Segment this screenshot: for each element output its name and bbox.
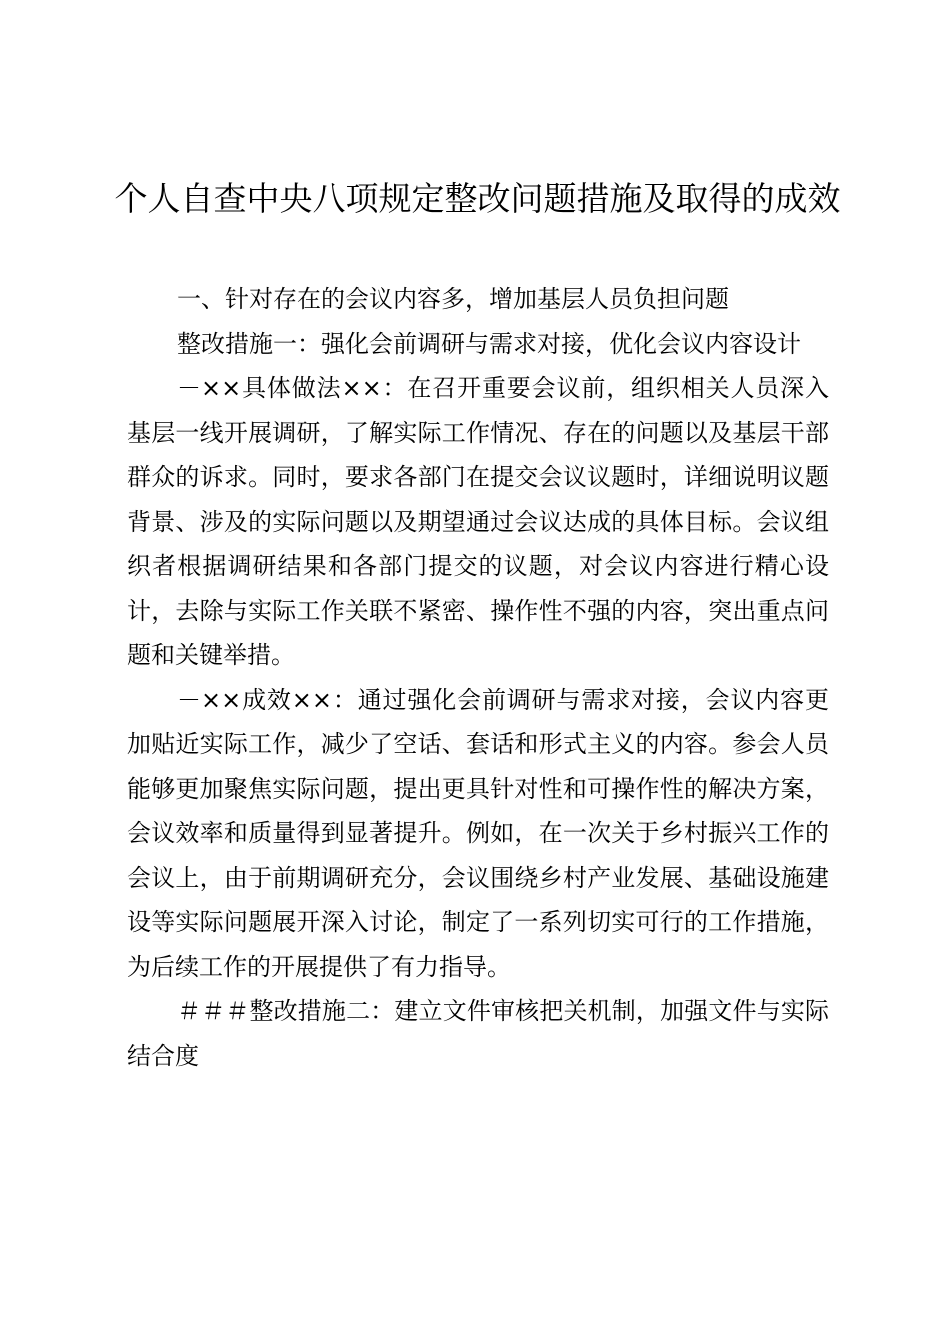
document-title: 个人自查中央八项规定整改问题措施及取得的成效 xyxy=(114,179,841,218)
measure-one-heading: 整改措施一：强化会前调研与需求对接，优化会议内容设计 xyxy=(177,329,801,358)
measure-one-method: －××具体做法××：在召开重要会议前，组织相关人员深入基层一线开展调研，了解实际工作情况、存在的问题以及基层干部群众的诉求。同时，要求各部门在提交会议议题时，详细说明议题背景、涉及的实际问题以及期望通过会议达成的具体目标。会议组织者根据调研结果和各部门提交的议题，对会议内容进行精心设计，去除与实际工作关联不紧密、操作性不强的内容，突出重点问题和关键举措。 xyxy=(127,374,829,669)
document-body xyxy=(127,277,829,1078)
section-heading: 一、针对存在的会议内容多，增加基层人员负担问题 xyxy=(177,285,729,313)
measure-one-result: －××成效××：通过强化会前调研与需求对接，会议内容更加贴近实际工作，减少了空话、套话和形式主义的内容。参会人员能够更加聚焦实际问题，提出更具针对性和可操作性的解决方案，会议效率和质量得到显著提升。例如，在一次关于乡村振兴工作的会议上，由于前期调研充分，会议围绕乡村产业发展、基础设施建设等实际问题展开深入讨论，制定了一系列切实可行的工作措施，为后续工作的开展提供了有力指导。 xyxy=(127,685,829,981)
measure-two-heading: ＃＃＃整改措施二：建立文件审核把关机制，加强文件与实际结合度 xyxy=(127,997,829,1070)
